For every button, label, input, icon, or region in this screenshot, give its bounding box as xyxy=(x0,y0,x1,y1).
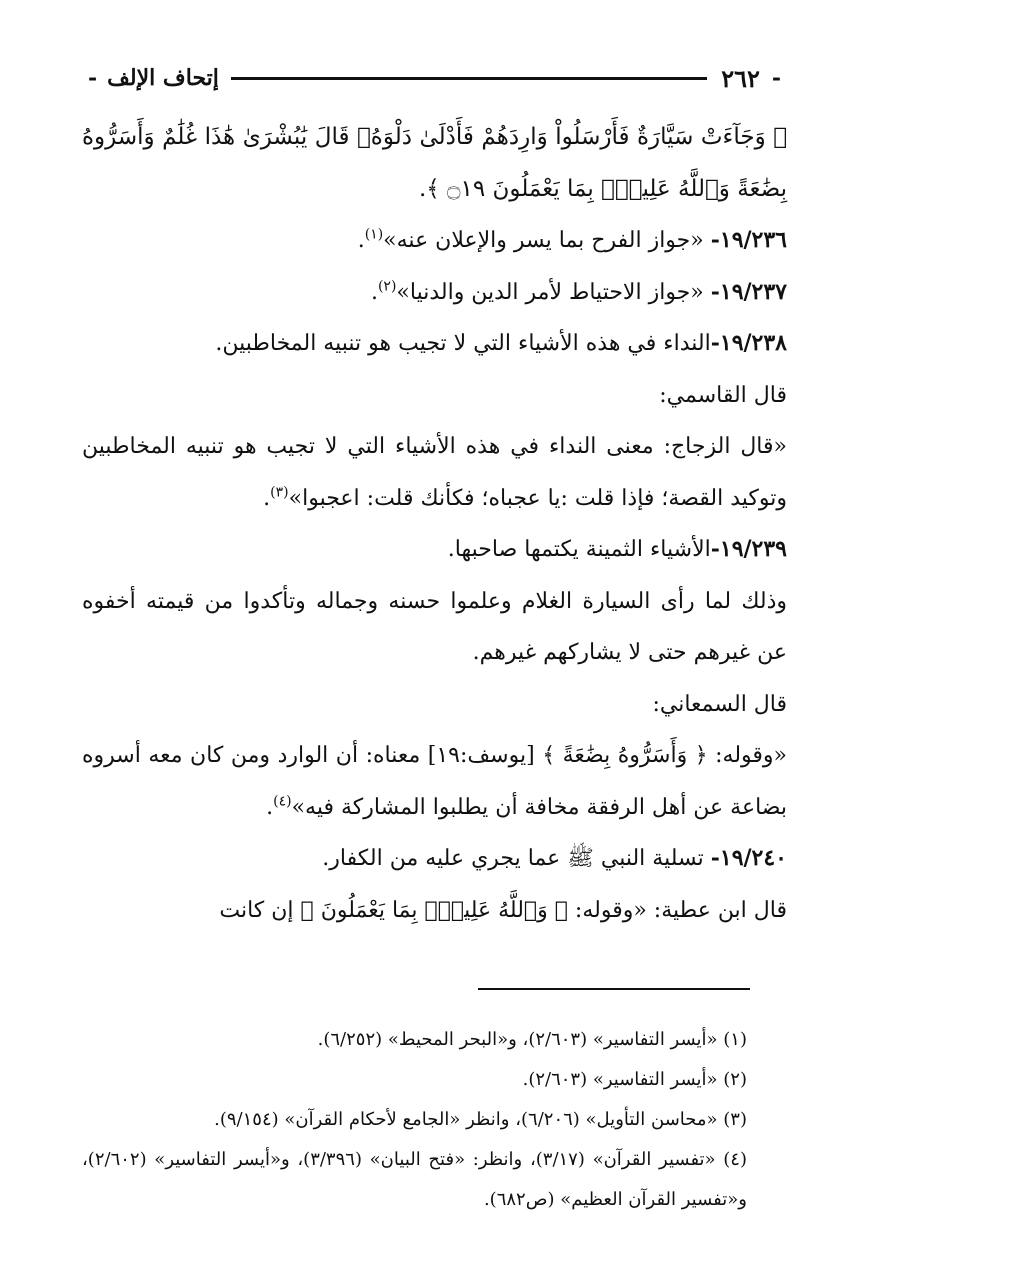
item-text: النداء في هذه الأشياء التي لا تجيب هو تنبيه المخاطبين. xyxy=(215,331,711,356)
footnote-ref: (٢) xyxy=(377,278,397,295)
item-239-paragraph: وذلك لما رأى السيارة الغلام وعلموا حسنه وجماله وتأكدوا من قيمته أخفوه عن غيرهم حتى لا يشاركهم غيرهم. xyxy=(82,588,787,665)
footnote-2: (٢) «أيسر التفاسير» (٢/٦٠٣). xyxy=(522,1069,747,1090)
header-rule xyxy=(231,77,707,80)
footnote-ref: (١) xyxy=(364,226,384,243)
item-text: «جواز الفرح بما يسر والإعلان عنه» xyxy=(383,228,711,253)
item-number: ١٩/٢٣٧- xyxy=(710,278,787,305)
footnote-separator xyxy=(478,988,750,990)
item-text: الأشياء الثمينة يكتمها صاحبها. xyxy=(447,537,711,562)
item-text: تسلية النبي ﷺ عما يجري عليه من الكفار. xyxy=(322,846,711,871)
footnotes xyxy=(82,1020,787,1220)
page-number: ٢٦٢ xyxy=(721,63,760,93)
item-239 xyxy=(82,524,787,576)
book-title: إتحاف الإلف xyxy=(107,65,219,91)
item-text: «جواز الاحتياط لأمر الدين والدنيا» xyxy=(396,279,711,305)
running-header xyxy=(82,58,787,98)
item-number: ١٩/٢٣٩- xyxy=(710,536,787,562)
item-number: ١٩/٢٣٦- xyxy=(710,227,787,253)
footnote-4: (٤) «تفسير القرآن» (٣/١٧)، وانظر: «فتح البيان» (٣/٣٩٦)، و«أيسر التفاسير» (٢/٦٠٢)، و«تفسير القرآن العظيم» (ص٦٨٢). xyxy=(82,1149,747,1210)
zajjaj-quote: «قال الزجاج: معنى النداء في هذه الأشياء التي لا تجيب هو تنبيه المخاطبين وتوكيد القصة؛ فإذا قلت :يا عجباه؛ فكأنك قلت: اعجبوا»$^{(٣)}$. xyxy=(82,434,787,511)
item-237: ١٩/٢٣٧- «جواز الاحتياط لأمر الدين والدنيا»$^{(٢)}$. xyxy=(370,278,787,305)
item-number: ١٩/٢٤٠- xyxy=(710,845,787,871)
quran-verse: ﴿ وَجَآءَتْ سَيَّارَةٌ فَأَرْسَلُواْ وَارِدَهُمْ فَأَدْلَىٰ دَلْوَهُۥ قَالَ يَٰبُشْرَىٰ هَٰذَا غُلَٰمٌ وَأَسَرُّوهُ بِضَٰعَةً وَٱللَّهُ عَلِيمٌۢ بِمَا يَعْمَلُونَ ۝١٩ ﴾. xyxy=(82,124,787,202)
main-text xyxy=(82,112,787,936)
item-number: ١٩/٢٣٨- xyxy=(710,330,787,356)
ibn-atiyya-quote: قال ابن عطية: «وقوله: ﴿ وَٱللَّهُ عَلِيمٌۢ بِمَا يَعْمَلُونَ ﴾ إن كانت xyxy=(219,897,787,923)
item-240 xyxy=(82,833,787,885)
quote-text: «وقوله: ﴿ وَأَسَرُّوهُ بِضَٰعَةً ﴾ [يوسف:١٩] معناه: أن الوارد ومن كان معه أسروه بضاعة عن أهل الرفقة مخافة أن يطلبوا المشاركة فيه» xyxy=(82,743,787,820)
samani-quote: «وقوله: ﴿ وَأَسَرُّوهُ بِضَٰعَةً ﴾ [يوسف:١٩] معناه: أن الوارد ومن كان معه أسروه بضاعة عن أهل الرفقة مخافة أن يطلبوا المشاركة فيه»$^{(٤)}$. xyxy=(82,743,787,820)
footnote-ref: (٣) xyxy=(270,484,289,501)
item-236: ١٩/٢٣٦- «جواز الفرح بما يسر والإعلان عنه»$^{(١)}$. xyxy=(357,226,787,253)
header-dash-left: - xyxy=(88,65,98,91)
footnote-1: (١) «أيسر التفاسير» (٢/٦٠٣)، و«البحر المحيط» (٦/٢٥٢). xyxy=(317,1029,747,1050)
qasimi-intro: قال القاسمي: xyxy=(659,382,787,408)
footnote-ref: (٤) xyxy=(273,793,292,810)
footnote-3: (٣) «محاسن التأويل» (٦/٢٠٦)، وانظر «الجامع لأحكام القرآن» (٩/١٥٤). xyxy=(214,1109,747,1130)
header-dash-right: - xyxy=(771,65,781,91)
item-238 xyxy=(82,318,787,370)
quote-text: «قال الزجاج: معنى النداء في هذه الأشياء التي لا تجيب هو تنبيه المخاطبين وتوكيد القصة؛ فإذا قلت :يا عجباه؛ فكأنك قلت: اعجبوا» xyxy=(82,434,787,511)
samani-intro: قال السمعاني: xyxy=(652,691,787,717)
